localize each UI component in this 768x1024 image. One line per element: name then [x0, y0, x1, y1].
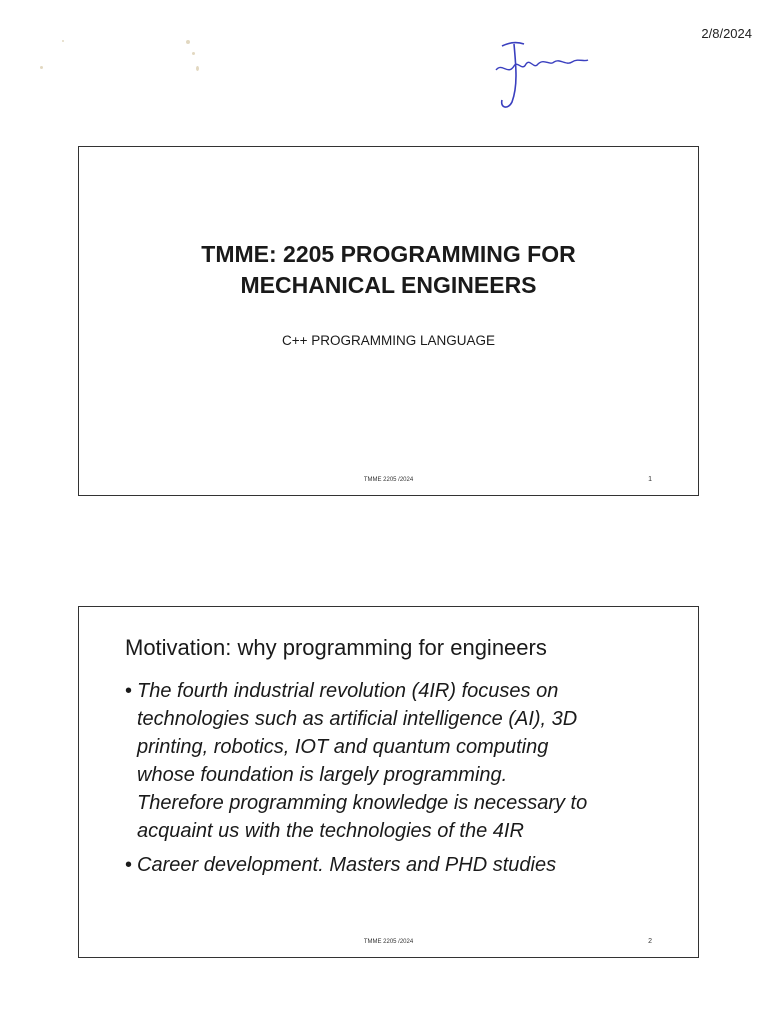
slide-1 — [78, 146, 699, 496]
bullet-line: The fourth industrial revolution (4IR) focuses on — [137, 680, 559, 702]
bullet-line: printing, robotics, IOT and quantum computing — [137, 736, 549, 758]
slide-2 — [78, 606, 699, 958]
scan-speck — [192, 52, 195, 55]
bullet-line: whose foundation is largely programming. — [137, 764, 508, 786]
slide-2-footer: TMME 2205 /2024 — [363, 939, 414, 945]
bullet-line: technologies such as artificial intelligence (AI), 3D — [137, 708, 578, 730]
bullet-item — [125, 677, 678, 845]
bullet-line: Career development. Masters and PHD studies — [137, 854, 557, 876]
slide-1-footer: TMME 2205 /2024 — [363, 477, 414, 483]
bullet-item — [125, 851, 678, 879]
bullet-line: acquaint us with the technologies of the 4IR — [137, 820, 524, 842]
scan-speck — [40, 66, 43, 69]
bullet-icon: • — [125, 680, 133, 702]
scan-speck — [186, 40, 190, 44]
slide-2-bullet-list — [125, 677, 678, 885]
slide-2-title: Motivation: why programming for engineers — [125, 635, 547, 660]
slide-1-title-line: MECHANICAL ENGINEERS — [240, 272, 537, 298]
bullet-icon: • — [125, 854, 133, 876]
slide-1-title-line: TMME: 2205 PROGRAMMING FOR — [201, 241, 576, 267]
slide-1-subtitle: C++ PROGRAMMING LANGUAGE — [281, 333, 496, 348]
handwritten-signature — [488, 36, 598, 116]
slide-2-page-number: 2 — [648, 938, 652, 945]
slide-1-title — [79, 239, 698, 301]
scan-speck — [196, 66, 199, 71]
scan-speck — [62, 40, 64, 42]
print-date: 2/8/2024 — [701, 26, 752, 41]
bullet-line: Therefore programming knowledge is necessary to — [137, 792, 588, 814]
slide-1-page-number: 1 — [648, 476, 652, 483]
